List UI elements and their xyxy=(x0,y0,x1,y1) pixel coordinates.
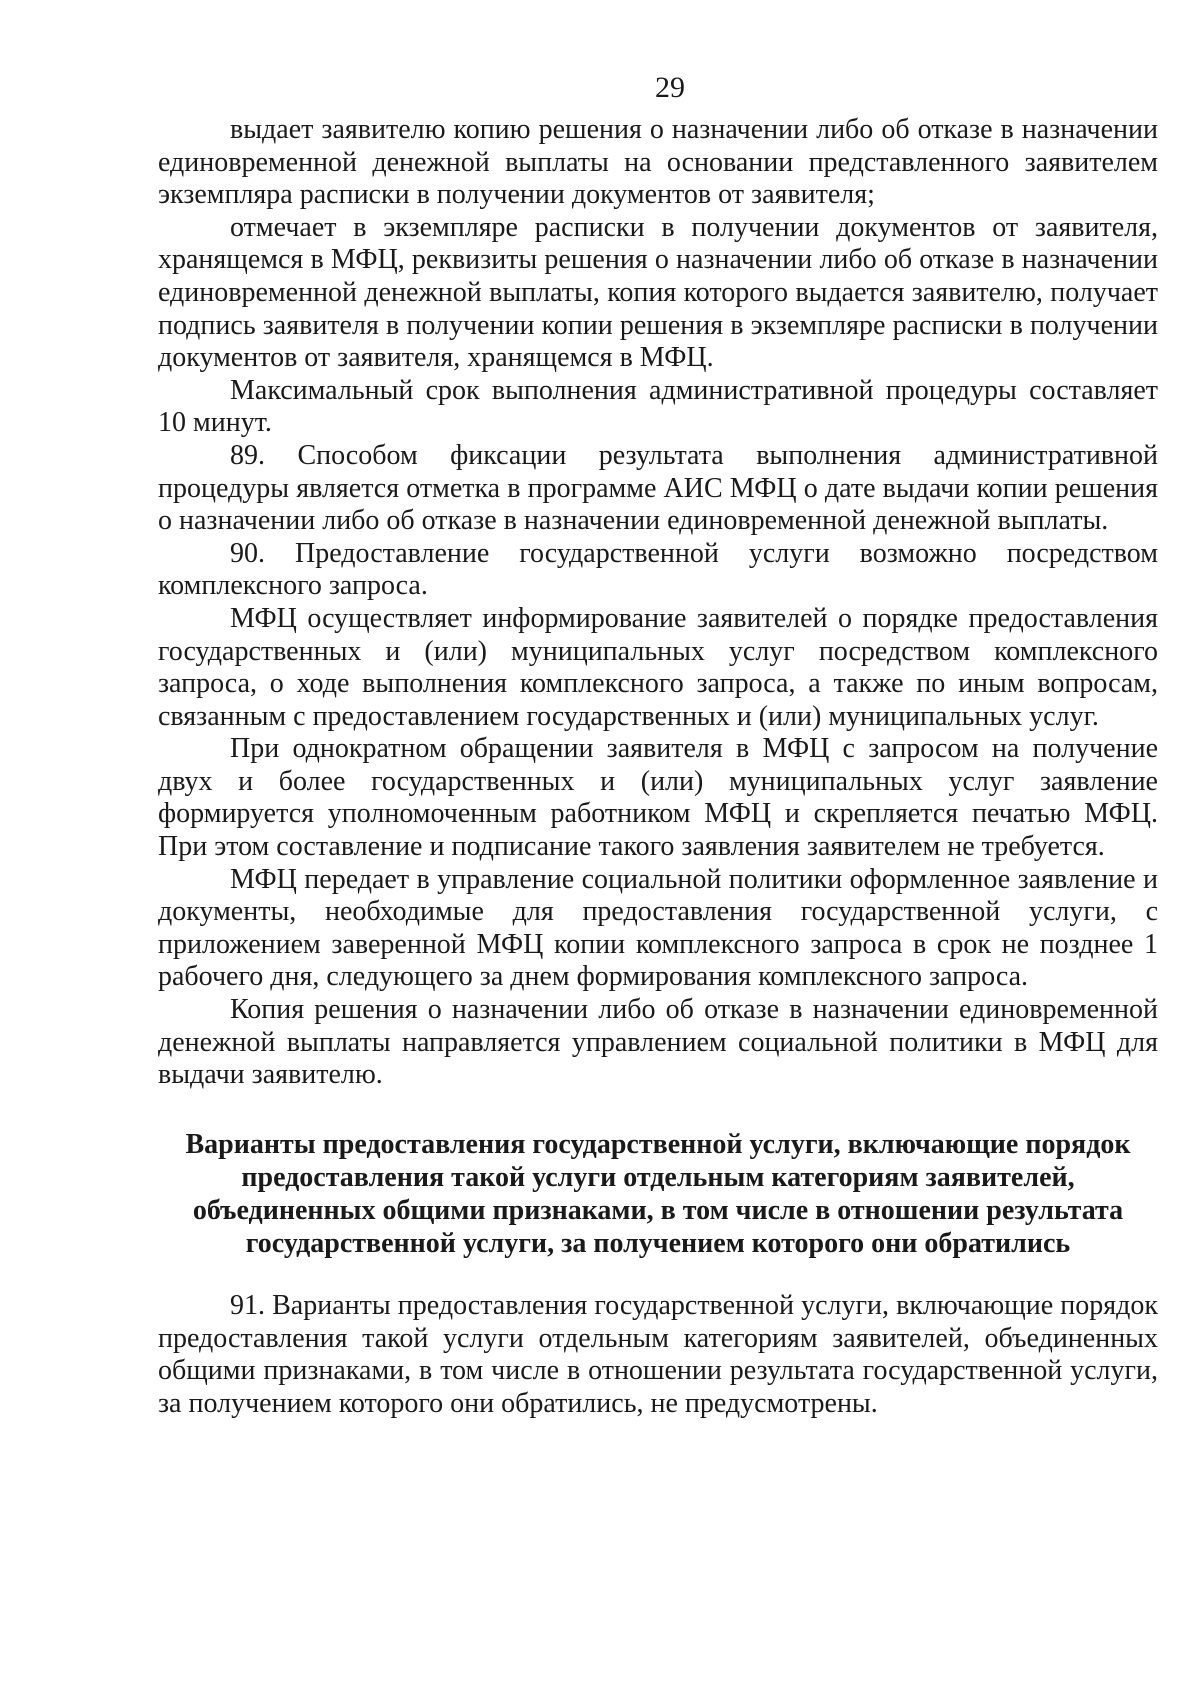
paragraph-mfc-transfer: МФЦ передает в управление социальной политики оформленное заявление и документы, необходимые для предоставления государственной услуги, с приложением заверенной МФЦ копии комплексного запроса в срок не позднее 1 рабочего дня, следующего за днем формирования комплексного запроса. xyxy=(158,863,1158,993)
paragraph-90: 90. Предоставление государственной услуги возможно посредством комплексного запроса. xyxy=(158,537,1158,602)
paragraph-receipt-mark: отмечает в экземпляре расписки в получении документов от заявителя, хранящемся в МФЦ, реквизиты решения о назначении либо об отказе в назначении единовременной денежной выплаты, копия которого выдается заявителю, получает подпись заявителя в получении копии решения в экземпляре расписки в получении документов от заявителя, хранящемся в МФЦ. xyxy=(158,211,1158,374)
paragraph-decision-copy: Копия решения о назначении либо об отказе в назначении единовременной денежной выплаты направляется управлением социальной политики в МФЦ для выдачи заявителю. xyxy=(158,994,1158,1091)
paragraph-issue-copy: выдает заявителю копию решения о назначении либо об отказе в назначении единовременной денежной выплаты на основании представленного заявителем экземпляра расписки в получении документов от заявителя; xyxy=(158,114,1158,211)
paragraph-single-request: При однократном обращении заявителя в МФЦ с запросом на получение двух и более государственных и (или) муниципальных услуг заявление формируется уполномоченным работником МФЦ и скрепляется печатью МФЦ. При этом составление и подписание такого заявления заявителем не требуется. xyxy=(158,733,1158,863)
paragraph-91: 91. Варианты предоставления государственной услуги, включающие порядок предоставления такой услуги отдельным категориям заявителей, объединенных общими признаками, в том числе в отношении результата государственной услуги, за получением которого они обратились, не предусмотрены. xyxy=(158,1290,1158,1419)
section-body xyxy=(158,1290,1158,1420)
document-body xyxy=(158,114,1158,1092)
page-number: 29 xyxy=(655,71,685,104)
paragraph-max-time: Максимальный срок выполнения административной процедуры составляет 10 минут. xyxy=(158,374,1158,439)
section-heading: Варианты предоставления государственной услуги, включающие порядок предоставления такой услуги отдельным категориям заявителей, объединенных общими признаками, в том числе в отношении результата государственной услуги, за получением которого они обратились xyxy=(185,1129,1131,1259)
paragraph-89: 89. Способом фиксации результата выполнения административной процедуры является отметка в программе АИС МФЦ о дате выдачи копии решения о назначении либо об отказе в назначении единовременной денежной выплаты. xyxy=(158,439,1158,537)
paragraph-mfc-informing: МФЦ осуществляет информирование заявителей о порядке предоставления государственных и (или) муниципальных услуг посредством комплексного запроса, о ходе выполнения комплексного запроса, а также по иным вопросам, связанным с предоставлением государственных и (или) муниципальных услуг. xyxy=(158,602,1158,732)
